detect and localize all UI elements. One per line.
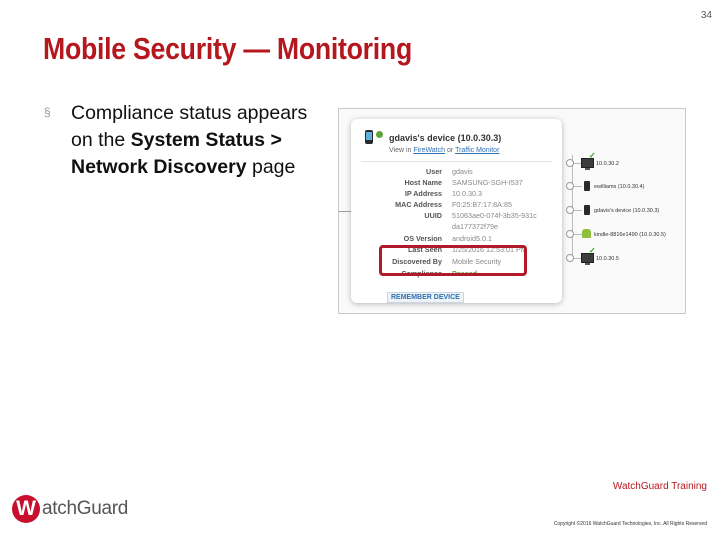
network-node-label[interactable]: 10.0.30.2 — [596, 161, 619, 167]
detail-row-uuid-cont — [351, 222, 562, 233]
node-toggle-icon[interactable] — [566, 182, 574, 190]
page-number: 34 — [700, 10, 712, 21]
bullet-bold-path: System Status > Network Discovery — [71, 129, 282, 178]
detail-key: Compliance — [401, 269, 442, 278]
detail-value: SAMSUNG-SGH-I537 — [452, 178, 523, 187]
watchguard-logo — [12, 492, 132, 528]
detail-value: Mobile Security — [452, 257, 502, 266]
mobile-device-icon — [365, 130, 373, 144]
node-toggle-icon[interactable] — [566, 206, 574, 214]
network-discovery-screenshot — [338, 108, 686, 314]
mobile-device-icon — [584, 181, 590, 191]
firewatch-link[interactable]: FireWatch — [413, 147, 446, 154]
detail-row-host-name — [351, 178, 562, 189]
slide-title: Mobile Security — Monitoring — [43, 31, 412, 66]
bullet-text — [71, 100, 324, 181]
detail-value: android5.0.1 — [452, 234, 492, 243]
footer-copyright: Copyright ©2016 WatchGuard Technologies, Inc. All Rights Reserved — [553, 521, 707, 527]
network-node-label[interactable]: kindle-8816e1490 (10.0.30.5) — [594, 232, 666, 238]
compliance-highlight-box — [379, 245, 527, 276]
check-icon: ✓ — [589, 151, 596, 160]
bullet-marker: § — [44, 105, 51, 119]
detail-key: Discovered By — [392, 257, 442, 266]
node-toggle-icon[interactable] — [566, 230, 574, 238]
network-node-label[interactable]: ewilliams (10.0.30.4) — [594, 184, 645, 190]
status-dot-icon — [376, 131, 383, 138]
remember-device-button[interactable]: REMEMBER DEVICE — [387, 292, 464, 303]
detail-value: da177372f79e — [452, 222, 498, 231]
detail-row-mac-address — [351, 200, 562, 211]
detail-key: User — [426, 167, 442, 176]
network-node-label[interactable]: 10.0.30.5 — [596, 256, 619, 262]
detail-row-user — [351, 167, 562, 178]
detail-key: Last Seen — [408, 245, 442, 254]
tree-stub-line — [339, 211, 351, 212]
detail-value: gdavis — [452, 167, 473, 176]
node-toggle-icon[interactable] — [566, 159, 574, 167]
logo-wordmark: atchGuard — [42, 498, 129, 519]
device-title: gdavis's device (10.0.30.3) — [389, 133, 502, 143]
detail-value: 51063ae0-074f-3b35-931c — [452, 211, 537, 220]
traffic-monitor-link[interactable]: Traffic Monitor — [455, 147, 500, 154]
check-icon: ✓ — [589, 246, 596, 255]
detail-key: Host Name — [404, 178, 442, 187]
view-in-links — [389, 147, 499, 154]
node-toggle-icon[interactable] — [566, 254, 574, 262]
detail-key: IP Address — [404, 189, 442, 198]
bullet-text-part-1: Compliance status appears on the — [71, 102, 308, 151]
footer-training-label: WatchGuard Training — [612, 481, 707, 492]
detail-row-ip-address — [351, 189, 562, 200]
android-icon — [582, 229, 591, 238]
logo-mark: W — [12, 495, 40, 523]
bullet-list — [44, 100, 324, 181]
bullet-text-part-2: page — [246, 156, 296, 178]
detail-value: 10.0.30.3 — [452, 189, 482, 198]
view-in-label: View in — [389, 147, 412, 154]
detail-row-os-version — [351, 234, 562, 245]
detail-key: OS Version — [403, 234, 442, 243]
network-node-label[interactable]: gdavis's device (10.0.30.3) — [594, 208, 660, 214]
detail-key: UUID — [424, 211, 442, 220]
mobile-device-icon — [584, 205, 590, 215]
detail-key: MAC Address — [395, 200, 442, 209]
compliance-status: Passed — [452, 269, 478, 278]
detail-row-uuid — [351, 211, 562, 222]
detail-value: 1/25/2016 12:53:01 PM — [452, 245, 527, 254]
detail-value: F0:25:B7:17:8A:85 — [452, 200, 512, 209]
or-label: or — [447, 147, 454, 154]
divider — [361, 161, 552, 162]
